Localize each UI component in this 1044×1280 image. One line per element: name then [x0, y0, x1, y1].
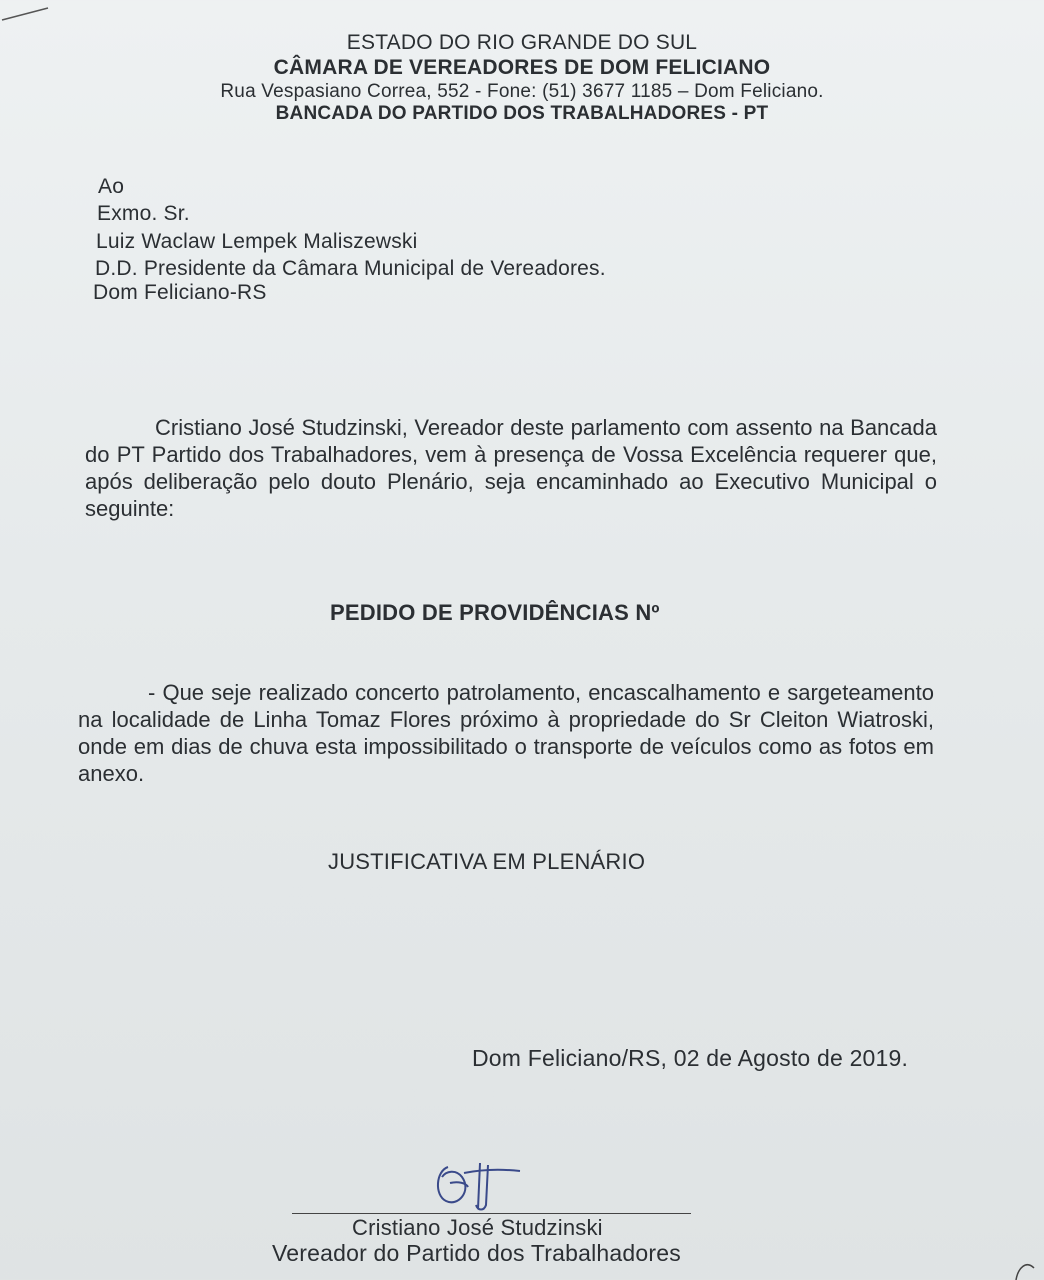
handwritten-signature-icon [428, 1157, 528, 1215]
signer-role: Vereador do Partido dos Trabalhadores [272, 1240, 681, 1266]
recipient-position: D.D. Presidente da Câmara Municipal de Vereadores. [95, 257, 606, 280]
justification: JUSTIFICATIVA EM PLENÁRIO [328, 849, 646, 874]
letterhead-address: Rua Vespasiano Correa, 552 - Fone: (51) 3677 1185 – Dom Feliciano. [220, 81, 824, 102]
recipient-to: Ao [98, 175, 125, 198]
section-title: PEDIDO DE PROVIDÊNCIAS Nº [330, 600, 660, 625]
letterhead-bench: BANCADA DO PARTIDO DOS TRABALHADORES - PT [275, 103, 769, 124]
signature-line [292, 1213, 691, 1214]
intro-text: Cristiano José Studzinski, Vereador deste parlamento com assento na Bancada do PT Partido dos Trabalhadores, vem à presença de Vossa Excelência requerer que, após deliberação pelo douto Plenário, seja encaminhado ao Executivo Municipal o seguinte: [85, 415, 937, 521]
date-line: Dom Feliciano/RS, 02 de Agosto de 2019. [472, 1045, 909, 1071]
signer-name: Cristiano José Studzinski [352, 1215, 603, 1240]
pen-stroke-icon [1004, 1240, 1044, 1280]
pen-mark-icon [0, 0, 60, 30]
letterhead-state: ESTADO DO RIO GRANDE DO SUL [346, 31, 698, 54]
letterhead-chamber: CÂMARA DE VEREADORES DE DOM FELICIANO [273, 56, 771, 79]
recipient-title: Exmo. Sr. [97, 202, 190, 225]
intro-paragraph [85, 414, 937, 522]
request-text: - Que seje realizado concerto patrolamento, encascalhamento e sargeteamento na localidade de Linha Tomaz Flores próximo à propriedade do Sr Cleiton Wiatroski, onde em dias de chuva esta impossibilitado o transporte de veículos como as fotos em anexo. [78, 680, 934, 786]
recipient-city: Dom Feliciano-RS [93, 281, 267, 304]
request-paragraph [78, 679, 934, 787]
recipient-name: Luiz Waclaw Lempek Maliszewski [96, 230, 418, 253]
